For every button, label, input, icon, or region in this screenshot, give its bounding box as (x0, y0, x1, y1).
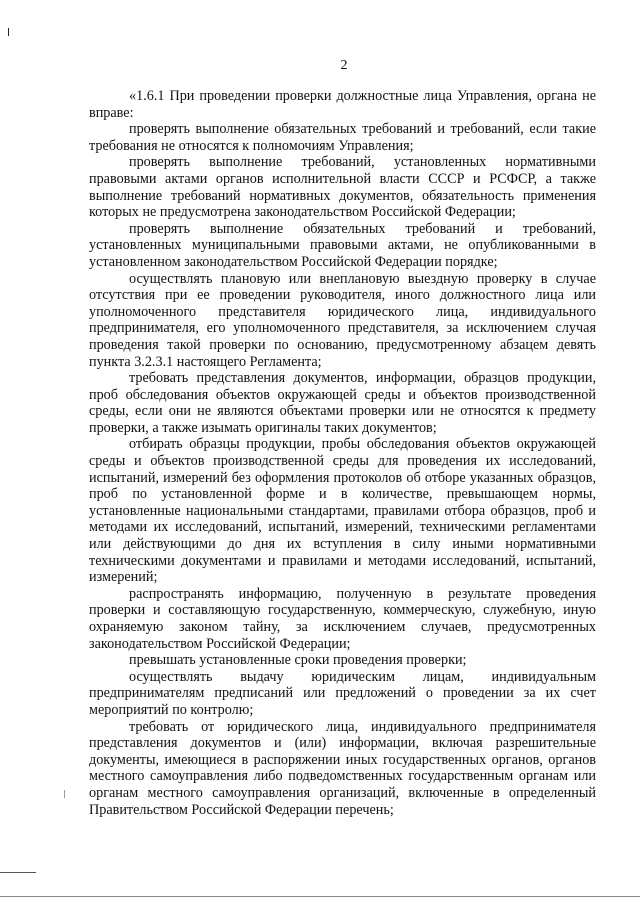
scan-artifact-mark (64, 790, 65, 798)
paragraph-item: осуществлять плановую или внеплановую выездную проверку в случае отсутствия при ее проведении руководителя, иного должностного лица или уполномоченного представителя юридического лица, индивидуального предпринимателя, его уполномоченного представителя, за исключением случая проведения такой проверки по основанию, предусмотренному абзацем девять пункта 3.2.3.1 настоящего Регламента; (89, 270, 596, 370)
paragraph-item: требовать представления документов, информации, образцов продукции, проб обследования объектов окружающей среды и объектов производственной среды, если они не являются объектами проверки или не относятся к предмету проверки, а также изымать оригиналы таких документов; (89, 370, 596, 436)
scan-bottom-edge (0, 896, 640, 897)
paragraph-item: проверять выполнение требований, установленных нормативными правовыми актами органов исполнительной власти СССР и РСФСР, а также выполнение требований нормативных документов, обязательность применения которых не предусмотрена законодательством Российской Федерации; (89, 154, 596, 221)
paragraph-item: отбирать образцы продукции, пробы обследования объектов окружающей среды и объектов производственной среды для проведения их исследований, испытаний, измерений без оформления протоколов об отборе указанных образцов, проб по установленной форме и в количестве, превышающем нормы, установленные национальными стандартами, правилами отбора образцов, проб и методами их исследований, испытаний, измерений, техническими регламентами или действующими до дня их вступления в силу иными нормативными техническими документами и правилами и методами исследований, испытаний, измерений; (89, 436, 596, 586)
paragraph-item: проверять выполнение обязательных требований и требований, если такие требования не относятся к полномочиям Управления; (89, 121, 596, 154)
paragraph-item: превышать установленные сроки проведения проверки; (129, 652, 467, 669)
scan-artifact-mark (8, 28, 9, 36)
page-number: 2 (340, 58, 348, 73)
paragraph-item: проверять выполнение обязательных требований и требований, установленных муниципальными правовыми актами, не опубликованными в установленном законодательством Российской Федерации порядке; (89, 220, 596, 270)
document-body (89, 88, 596, 818)
paragraph-item: требовать от юридического лица, индивидуального предпринимателя представления документов и (или) информации, включая разрешительные документы, имеющиеся в распоряжении иных государственных органов, органов местного самоуправления либо подведомственных государственным органам или органам местного самоуправления организаций, включенные в определенный Правительством Российской Федерации перечень; (89, 718, 596, 818)
scan-artifact-line (0, 872, 36, 873)
paragraph-intro: «1.6.1 При проведении проверки должностные лица Управления, органа не вправе: (89, 88, 596, 121)
paragraph-item: осуществлять выдачу юридическим лицам, индивидуальным предпринимателям предписаний или предложений о проведении за их счет мероприятий по контролю; (89, 668, 596, 718)
paragraph-item: распространять информацию, полученную в результате проведения проверки и составляющую государственную, коммерческую, служебную, иную охраняемую законом тайну, за исключением случаев, предусмотренных законодательством Российской Федерации; (89, 585, 596, 652)
